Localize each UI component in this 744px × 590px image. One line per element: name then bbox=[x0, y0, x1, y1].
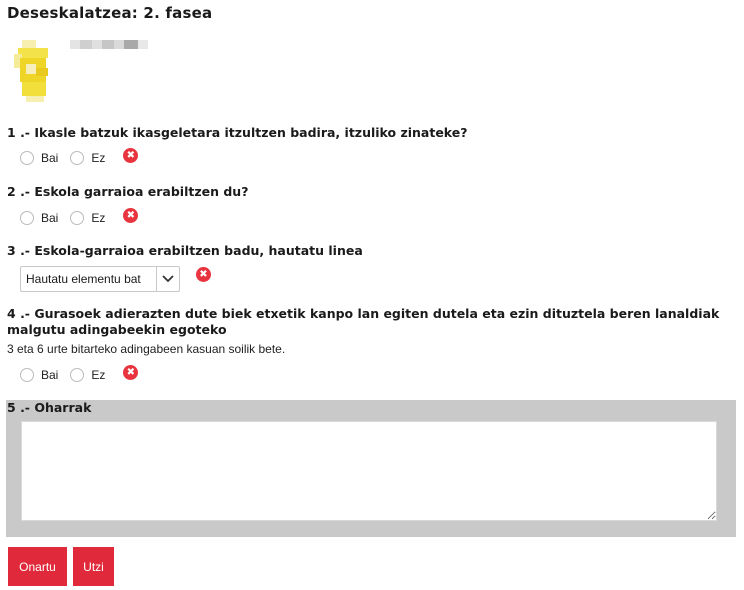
q4-ez-label[interactable]: Ez bbox=[91, 368, 106, 382]
error-icon: ✖ bbox=[196, 267, 211, 282]
question-4-text: .- Gurasoek adierazten dute biek etxetik kanpo lan egiten dutela eta ezin dituztela beren lanaldiak malgutu adingabeekin egoteko bbox=[7, 306, 720, 337]
question-2-options bbox=[20, 211, 138, 225]
school-logo bbox=[14, 40, 52, 102]
notes-textarea[interactable] bbox=[21, 421, 717, 521]
q4-bai-radio[interactable] bbox=[20, 368, 34, 382]
bus-line-select-value: Hautatu elementu bat bbox=[26, 272, 141, 286]
q1-ez-radio[interactable] bbox=[70, 151, 84, 165]
accept-button[interactable]: Onartu bbox=[8, 547, 67, 586]
question-2-number: 2 bbox=[7, 184, 16, 199]
page-title: Deseskalatzea: 2. fasea bbox=[7, 4, 213, 22]
user-name-blurred bbox=[70, 40, 148, 49]
question-4-number: 4 bbox=[7, 306, 16, 321]
question-1-options bbox=[20, 151, 138, 165]
question-4 bbox=[7, 306, 727, 338]
q2-bai-label[interactable]: Bai bbox=[41, 211, 59, 225]
question-2-text: .- Eskola garraioa erabiltzen du? bbox=[20, 184, 249, 199]
bus-line-select[interactable] bbox=[20, 266, 180, 292]
question-5-number: 5 bbox=[7, 400, 16, 415]
question-3 bbox=[7, 243, 363, 259]
question-3-text: .- Eskola-garraioa erabiltzen badu, hautatu linea bbox=[20, 243, 363, 258]
notes-section bbox=[6, 400, 736, 537]
q2-ez-label[interactable]: Ez bbox=[91, 211, 106, 225]
question-4-options bbox=[20, 368, 138, 382]
q4-ez-radio[interactable] bbox=[70, 368, 84, 382]
question-1-number: 1 bbox=[7, 125, 16, 140]
question-5-text: .- Oharrak bbox=[20, 400, 92, 415]
question-1-text: .- Ikasle batzuk ikasgeletara itzultzen badira, itzuliko zinateke? bbox=[20, 125, 468, 140]
chevron-down-icon[interactable] bbox=[156, 267, 179, 291]
q4-bai-label[interactable]: Bai bbox=[41, 368, 59, 382]
q1-bai-radio[interactable] bbox=[20, 151, 34, 165]
error-icon: ✖ bbox=[123, 365, 138, 380]
question-4-helper: 3 eta 6 urte bitarteko adingabeen kasuan soilik bete. bbox=[7, 342, 286, 356]
question-1 bbox=[7, 125, 468, 141]
q2-ez-radio[interactable] bbox=[70, 211, 84, 225]
cancel-button[interactable]: Utzi bbox=[73, 547, 114, 586]
q1-bai-label[interactable]: Bai bbox=[41, 151, 59, 165]
error-icon: ✖ bbox=[123, 148, 138, 163]
q1-ez-label[interactable]: Ez bbox=[91, 151, 106, 165]
error-icon: ✖ bbox=[123, 208, 138, 223]
question-5 bbox=[7, 400, 91, 416]
question-2 bbox=[7, 184, 248, 200]
q2-bai-radio[interactable] bbox=[20, 211, 34, 225]
question-3-number: 3 bbox=[7, 243, 16, 258]
